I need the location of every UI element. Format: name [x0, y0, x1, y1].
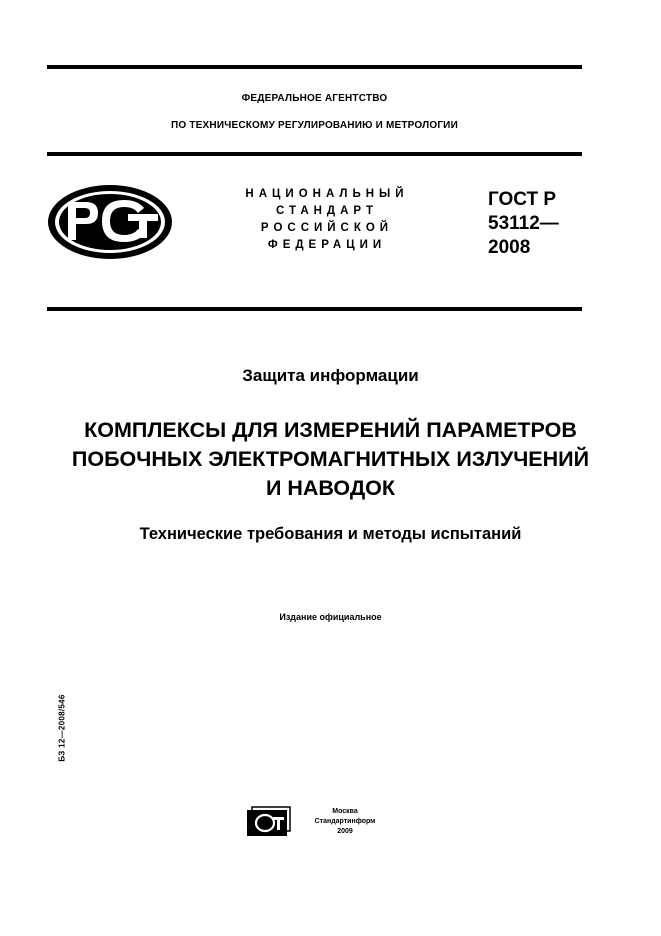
publisher-city: Москва — [332, 808, 358, 815]
national-standard-label — [232, 186, 422, 254]
title-line: И НАВОДОК — [265, 476, 396, 500]
publisher-info — [300, 807, 390, 837]
standard-type-line: ФЕДЕРАЦИИ — [267, 239, 387, 251]
header-bottom-rule — [47, 307, 582, 311]
standard-type-line: НАЦИОНАЛЬНЫЙ — [245, 188, 409, 200]
title-line: КОМПЛЕКСЫ ДЛЯ ИЗМЕРЕНИЙ ПАРАМЕТРОВ — [84, 418, 577, 442]
standard-designation — [488, 188, 559, 260]
top-rule — [47, 65, 582, 69]
rst-certification-mark-icon — [46, 182, 176, 262]
document-subtitle: Технические требования и методы испытаний — [139, 525, 522, 543]
agency-line-1: ФЕДЕРАЛЬНОЕ АГЕНТСТВО — [241, 93, 388, 104]
designation-line: 53112— — [488, 213, 559, 234]
title-line: ПОБОЧНЫХ ЭЛЕКТРОМАГНИТНЫХ ИЗЛУЧЕНИЙ — [71, 447, 590, 471]
document-title — [20, 416, 641, 503]
catalog-code: БЗ 12—2008/546 — [57, 694, 67, 762]
standard-type-line: РОССИЙСКОЙ — [260, 222, 394, 234]
document-subject: Защита информации — [242, 366, 419, 385]
agency-line-2: ПО ТЕХНИЧЕСКОМУ РЕГУЛИРОВАНИЮ И МЕТРОЛОГИИ — [171, 120, 458, 131]
designation-line: 2008 — [488, 237, 531, 258]
publisher-name: Стандартинформ — [314, 818, 376, 825]
edition-label: Издание официальное — [279, 612, 382, 622]
publisher-year: 2009 — [337, 828, 353, 835]
header-rule — [47, 152, 582, 156]
standard-type-line: СТАНДАРТ — [276, 205, 378, 217]
designation-line: ГОСТ Р — [488, 189, 557, 210]
standartinform-logo-icon — [246, 806, 292, 838]
